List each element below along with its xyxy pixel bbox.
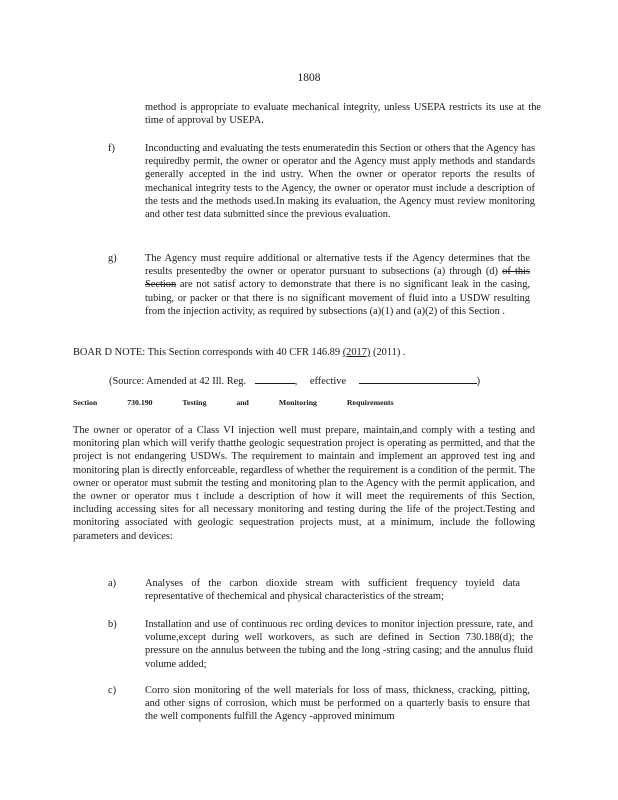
- section-title-word-3: Monitoring: [278, 398, 317, 407]
- board-note-text-after: (2011) .: [370, 347, 406, 358]
- item-g-paragraph: [145, 252, 530, 318]
- item-g-text-after: are not satisf actory to demonstrate that there is no significant leak in the casing, tubing, or packer or that there is no significant movement of fluid into a USDW resulting from the injection activity, as required by subsections (a)(1) and (a)(2) of this Section .: [145, 279, 530, 317]
- item-a-paragraph: Analyses of the carbon dioxide stream with sufficient frequency toyield data representative of thechemical and physical characteristics of the stream;: [145, 578, 520, 603]
- source-effective: effective: [309, 376, 347, 387]
- item-f-paragraph: Inconducting and evaluating the tests enumeratedin this Section or others that the Agency has requiredby permit, the owner or operator and the Agency must apply methods and standards generally accepted in the ind ustry. When the owner or operator reports the results of mechanical integrity tests to the Agency, the owner or operator must include a description of the tests and the methods used.In making its evaluation, the Agency must review monitoring and other test data submitted since the previous evaluation.: [145, 143, 535, 221]
- section-title-word-1: Testing: [182, 398, 207, 407]
- board-note: [73, 346, 533, 359]
- item-g-text-before: The Agency must require additional or alternative tests if the Agency determines that the results presentedby the owner or operator pursuant to subsections (a) through (d): [145, 253, 530, 278]
- section-label: Section: [73, 398, 98, 407]
- source-text: (Source: Amended at 42 Ill. Reg.: [109, 376, 247, 387]
- item-a-letter: a): [108, 578, 117, 589]
- board-note-text-before: BOAR D NOTE: This Section corresponds with 40 CFR 146.89: [73, 347, 343, 358]
- section-number: 730.190: [127, 398, 153, 407]
- section-body-paragraph: The owner or operator of a Class VI injection well must prepare, maintain,and comply with a testing and monitoring plan which will verify thatthe geologic sequestration project is operating as permitted, and that the project is not endangering USDWs. The requirement to maintain and implement an approved test ing and monitoring plan is directly enforceable, regardless of whether the requirement is a condition of the permit. The owner or operator must submit the testing and monitoring plan to the Agency with the permit application, and the owner or operator mus t include a description of how it will meet the requirements of this Section, including accessing sites for all necessary monitoring and testing during the life of the project.Testing and monitoring associated with geologic sequestration projects must, at a minimum, include the following parameters and devices:: [73, 425, 535, 542]
- item-b-letter: b): [108, 619, 117, 630]
- item-g-letter: g): [108, 253, 117, 264]
- item-c-letter: c): [108, 685, 117, 696]
- item-f-letter: f): [108, 143, 115, 154]
- item-c-paragraph: Corro sion monitoring of the well materials for loss of mass, thickness, cracking, pitting, and other signs of corrosion, which must be performed on a quarterly basis to ensure that the well components fulfill the Agency -approved minimum: [145, 685, 530, 723]
- continuation-paragraph: method is appropriate to evaluate mechanical integrity, unless USEPA restricts its use at the time of approval by USEPA.: [145, 102, 541, 127]
- register-page-blank: [255, 373, 295, 384]
- item-g-struck-text: of this Section: [145, 266, 530, 291]
- effective-date-blank: [359, 373, 477, 384]
- board-note-underlined: (2017): [342, 347, 371, 358]
- item-b-paragraph: Installation and use of continuous rec ording devices to monitor injection pressure, rate, and volume,except during well workovers, as such are defined in Section 730.188(d); the pressure on the annulus between the tubing and the long -string casing; and the annulus fluid volume added;: [145, 619, 533, 670]
- source-line: [109, 373, 529, 388]
- page-number: 1808: [297, 72, 321, 84]
- section-title-word-4: Requirements: [346, 398, 394, 407]
- source-separator: ,: [294, 376, 298, 387]
- source-closing: ): [476, 376, 481, 387]
- section-title-word-2: and: [236, 398, 249, 407]
- section-heading: [73, 398, 422, 407]
